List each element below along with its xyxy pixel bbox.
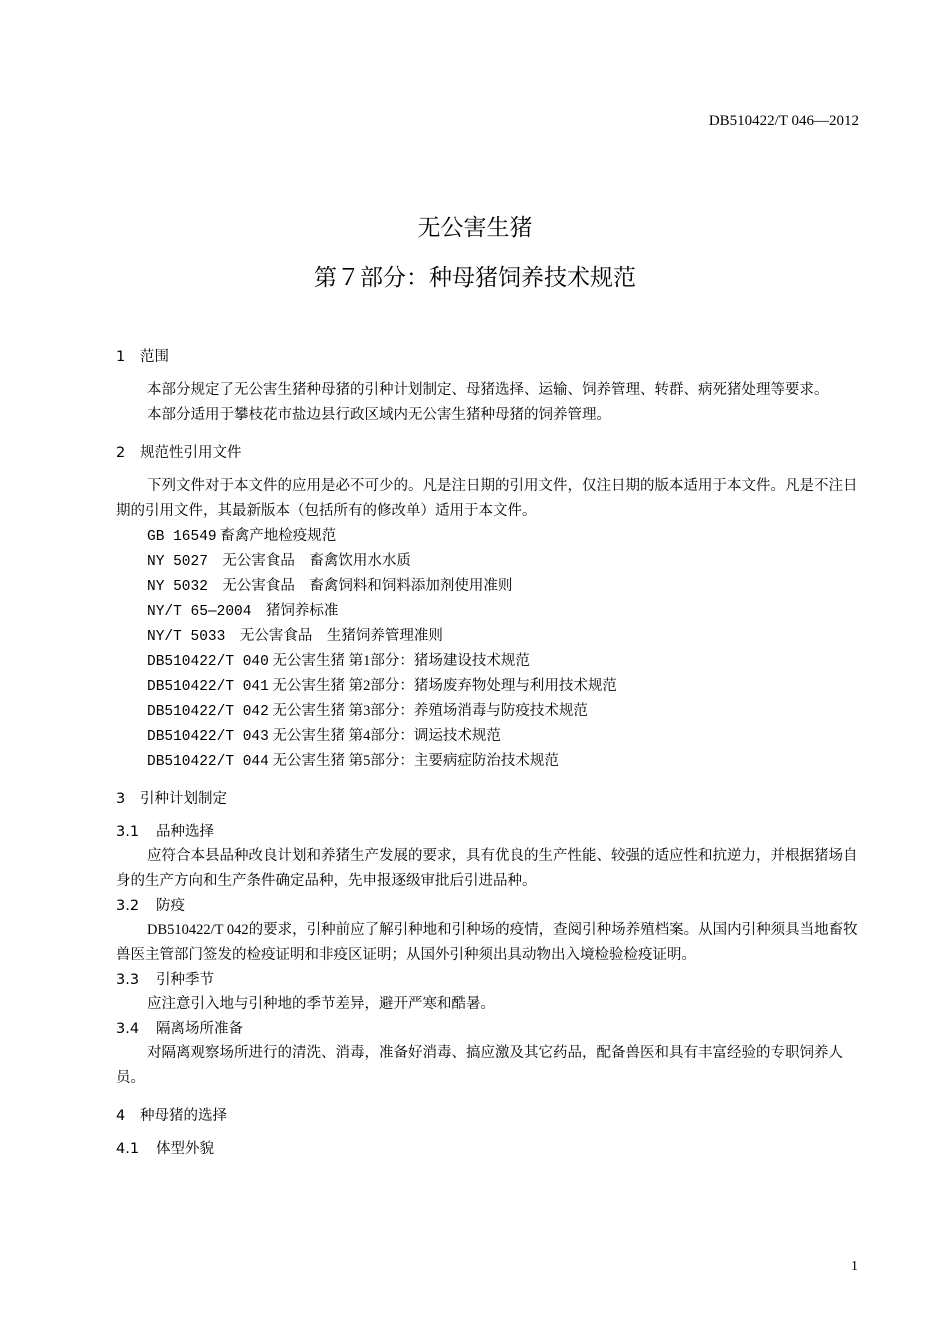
section-title: 规范性引用文件 [140, 445, 242, 461]
reference-item [116, 624, 868, 649]
paragraph: 本部分适用于攀枝花市盐边县行政区域内无公害生猪种母猪的饲养管理。 [147, 407, 611, 423]
subsection-number: 4.1 [116, 1141, 140, 1157]
document-subtitle: 第７部分：种母猪饲养技术规范 [314, 265, 636, 291]
reference-item [116, 649, 868, 674]
reference-title: 无公害生猪 第3部分：养殖场消毒与防疫技术规范 [272, 703, 588, 719]
reference-title: 无公害生猪 第1部分：猪场建设技术规范 [272, 653, 530, 669]
subsection-title: 引种季节 [156, 972, 214, 988]
reference-title: 无公害生猪 第2部分：猪场废弃物处理与利用技术规范 [272, 678, 617, 694]
reference-code: NY 5027 [147, 554, 208, 570]
reference-title: 畜禽产地检疫规范 [220, 528, 337, 544]
reference-code: NY/T 65—2004 [147, 604, 252, 620]
reference-title: 无公害食品 畜禽饮用水水质 [222, 553, 411, 569]
subsection-title: 品种选择 [156, 824, 214, 840]
section-heading [116, 1103, 868, 1129]
subsection-heading [116, 1137, 868, 1161]
paragraph: 本部分规定了无公害生猪种母猪的引种计划制定、母猪选择、运输、饲养管理、转群、病死猪处理等要求。 [147, 382, 829, 398]
section-number: 3 [116, 791, 126, 807]
page-number: 1 [851, 1259, 858, 1274]
section-number: 1 [116, 349, 126, 365]
reference-item [116, 524, 868, 549]
document-body [116, 344, 868, 1161]
subsection-heading [116, 1017, 868, 1041]
section-heading [116, 344, 868, 370]
reference-code: DB510422/T 042 [147, 704, 269, 720]
reference-code: DB510422/T 044 [147, 754, 269, 770]
subsection-heading [116, 820, 868, 844]
subsection-heading [116, 894, 868, 918]
reference-item [116, 574, 868, 599]
reference-title: 无公害食品 生猪饲养管理准则 [239, 628, 443, 644]
subsection-heading [116, 968, 868, 992]
reference-code: GB 16549 [147, 529, 217, 545]
subsection-title: 隔离场所准备 [156, 1021, 243, 1037]
subsection-title: 体型外貌 [156, 1141, 214, 1157]
subsection-number: 3.2 [116, 898, 140, 914]
section-number: 4 [116, 1108, 126, 1124]
reference-item [116, 699, 868, 724]
subsection-number: 3.3 [116, 972, 140, 988]
section-title: 引种计划制定 [140, 791, 227, 807]
section-heading [116, 440, 868, 466]
reference-item [116, 724, 868, 749]
subsection-number: 3.4 [116, 1021, 140, 1037]
document-code: DB510422/T 046—2012 [708, 113, 859, 129]
paragraph: DB510422/T 042的要求，引种前应了解引种地和引种场的疫情，查阅引种场养殖档案。从国内引种须具当地畜牧兽医主管部门签发的检疫证明和非疫区证明；从国外引种须出具动物出入境检验检疫证明。 [116, 922, 858, 963]
paragraph: 对隔离观察场所进行的清洗、消毒，准备好消毒、搞应激及其它药品，配备兽医和具有丰富经验的专职饲养人员。 [116, 1045, 843, 1086]
reference-code: DB510422/T 043 [147, 729, 269, 745]
reference-code: NY 5032 [147, 579, 208, 595]
paragraph: 应符合本县品种改良计划和养猪生产发展的要求，具有优良的生产性能、较强的适应性和抗逆力，并根据猪场自身的生产方向和生产条件确定品种，先申报逐级审批后引进品种。 [116, 848, 858, 889]
section-heading [116, 786, 868, 812]
reference-item [116, 549, 868, 574]
reference-item [116, 749, 868, 774]
reference-code: NY/T 5033 [147, 629, 226, 645]
reference-item [116, 674, 868, 699]
reference-title: 无公害食品 畜禽饲料和饲料添加剂使用准则 [222, 578, 513, 594]
reference-item [116, 599, 868, 624]
reference-title: 无公害生猪 第4部分：调运技术规范 [272, 728, 501, 744]
section-title: 种母猪的选择 [140, 1108, 227, 1124]
reference-code: DB510422/T 041 [147, 679, 269, 695]
document-title: 无公害生猪 [417, 215, 533, 241]
reference-code: DB510422/T 040 [147, 654, 269, 670]
reference-title: 猪饲养标准 [265, 603, 339, 619]
paragraph: 下列文件对于本文件的应用是必不可少的。凡是注日期的引用文件，仅注日期的版本适用于本文件。凡是不注日期的引用文件，其最新版本（包括所有的修改单）适用于本文件。 [116, 478, 858, 519]
paragraph: 应注意引入地与引种地的季节差异，避开严寒和酷暑。 [147, 996, 495, 1012]
subsection-number: 3.1 [116, 824, 140, 840]
section-number: 2 [116, 445, 126, 461]
section-title: 范围 [140, 349, 169, 365]
subsection-title: 防疫 [156, 898, 185, 914]
reference-title: 无公害生猪 第5部分：主要病症防治技术规范 [272, 753, 559, 769]
